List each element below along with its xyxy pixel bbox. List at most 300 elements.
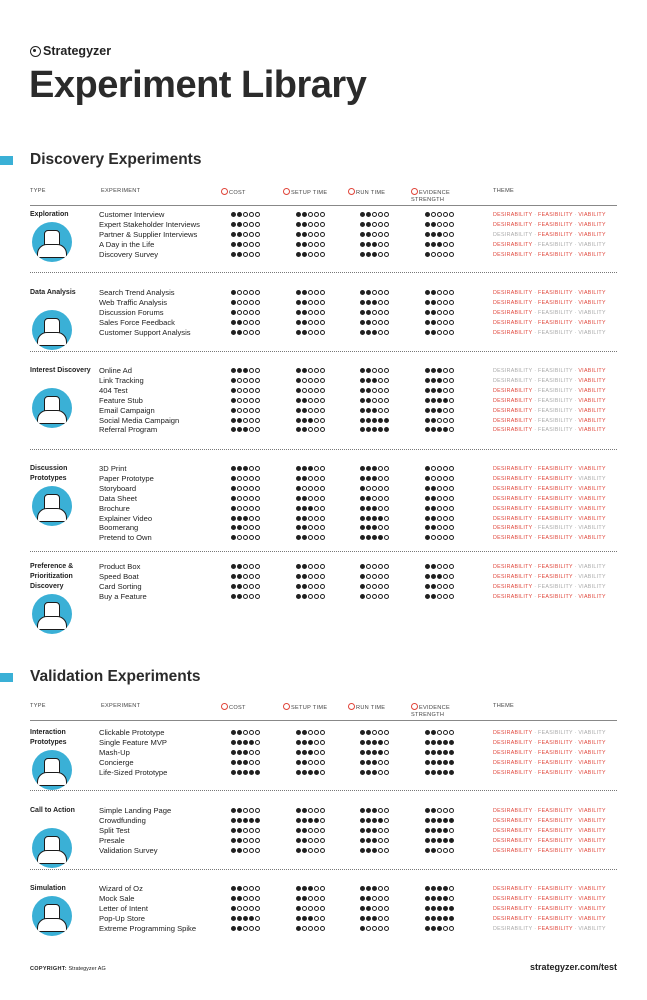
theme-feasibility: FEASIBILITY [538, 427, 573, 434]
rating-dot [360, 740, 365, 745]
rating-dot [431, 330, 436, 335]
evidence-rating [425, 584, 454, 589]
theme-viability: VIABILITY [578, 495, 606, 502]
rating-dot [231, 896, 236, 901]
rating-dot [249, 906, 254, 911]
rating-dot [443, 594, 448, 599]
theme-tags [493, 924, 606, 934]
theme-tags [493, 504, 606, 514]
rating-dot [425, 828, 430, 833]
theme-feasibility: FEASIBILITY [538, 212, 573, 218]
theme-desirability: DESIRABILITY [493, 808, 533, 814]
rating-dot [237, 906, 242, 911]
rating-dot [431, 750, 436, 755]
cost-icon [221, 188, 228, 195]
rating-dot [425, 838, 430, 843]
theme-separator: · [532, 485, 539, 492]
rating-dot [366, 808, 371, 813]
rating-dot [243, 740, 248, 745]
rating-dot [449, 320, 454, 325]
rating-dot [360, 818, 365, 823]
experiment-name: Email Campaign [99, 405, 155, 415]
rating-dot [449, 310, 454, 315]
theme-feasibility: FEASIBILITY [538, 299, 573, 306]
rating-dot [443, 848, 448, 853]
rating-dot [296, 212, 301, 217]
rating-dot [302, 388, 307, 393]
rating-dot [308, 770, 313, 775]
experiment-name: Link Tracking [99, 375, 144, 385]
experiment-row [0, 728, 647, 738]
rating-dot [237, 320, 242, 325]
rating-dot [302, 290, 307, 295]
rating-dot [302, 730, 307, 735]
experiment-name: Social Media Campaign [99, 415, 180, 425]
rating-dot [378, 886, 383, 891]
rating-dot [384, 525, 389, 530]
rating-dot [302, 906, 307, 911]
rating-dot [360, 525, 365, 530]
theme-separator: · [532, 769, 539, 776]
rating-dot [437, 838, 442, 843]
rating-dot [237, 300, 242, 305]
rating-dot [366, 398, 371, 403]
theme-viability: VIABILITY [578, 573, 606, 580]
rating-dot [308, 290, 313, 295]
theme-tags [493, 846, 606, 856]
rating-dot [425, 398, 430, 403]
experiment-name: Card Sorting [99, 581, 142, 591]
experiment-name: Concierge [99, 757, 134, 767]
rating-dot [431, 378, 436, 383]
theme-tags [493, 514, 606, 524]
rating-dot [231, 594, 236, 599]
theme-separator: · [572, 759, 579, 766]
experiment-row [0, 894, 647, 904]
rating-dot [443, 290, 448, 295]
run-rating [360, 926, 389, 931]
clock-icon [283, 703, 290, 710]
theme-separator: · [572, 817, 579, 824]
setup-rating [296, 222, 325, 227]
rating-dot [425, 496, 430, 501]
rating-dot [314, 476, 319, 481]
rating-dot [443, 486, 448, 491]
theme-separator: · [532, 525, 539, 532]
theme-separator: · [572, 329, 579, 336]
theme-desirability: DESIRABILITY [493, 251, 533, 258]
group-divider [30, 449, 617, 450]
rating-dot [302, 212, 307, 217]
rating-dot [308, 418, 313, 423]
rating-dot [296, 594, 301, 599]
theme-desirability: DESIRABILITY [493, 241, 533, 248]
evidence-rating [425, 896, 454, 901]
experiment-name: Brochure [99, 503, 130, 513]
cost-rating [231, 368, 260, 373]
rating-dot [296, 506, 301, 511]
evidence-rating [425, 770, 454, 775]
theme-feasibility: FEASIBILITY [538, 290, 573, 296]
evidence-rating [425, 418, 454, 423]
rating-dot [243, 300, 248, 305]
rating-dot [249, 730, 254, 735]
theme-separator: · [532, 535, 539, 542]
rating-dot [314, 916, 319, 921]
rating-dot [255, 252, 260, 257]
rating-dot [308, 750, 313, 755]
setup-rating [296, 594, 325, 599]
run-rating [360, 378, 389, 383]
rating-dot [431, 427, 436, 432]
rating-dot [431, 496, 436, 501]
rating-dot [384, 828, 389, 833]
rating-dot [372, 418, 377, 423]
rating-dot [231, 398, 236, 403]
rating-dot [449, 496, 454, 501]
rating-dot [237, 506, 242, 511]
rating-dot [231, 506, 236, 511]
rating-dot [255, 310, 260, 315]
run-rating [360, 848, 389, 853]
theme-desirability: DESIRABILITY [493, 231, 533, 238]
rating-dot [449, 916, 454, 921]
rating-dot [449, 242, 454, 247]
rating-dot [302, 418, 307, 423]
rating-dot [237, 476, 242, 481]
experiment-row [0, 748, 647, 758]
theme-separator: · [532, 925, 539, 932]
run-rating [360, 828, 389, 833]
rating-dot [320, 427, 325, 432]
rating-dot [431, 916, 436, 921]
section-title: Discovery Experiments [30, 151, 202, 168]
rating-dot [425, 848, 430, 853]
rating-dot [443, 926, 448, 931]
rating-dot [378, 906, 383, 911]
theme-separator: · [532, 427, 539, 434]
rating-dot [249, 476, 254, 481]
rating-dot [243, 330, 248, 335]
rating-dot [302, 525, 307, 530]
rating-dot [237, 486, 242, 491]
rating-dot [237, 828, 242, 833]
rating-dot [360, 730, 365, 735]
rating-dot [360, 906, 365, 911]
evidence-rating [425, 330, 454, 335]
experiment-name: Crowdfunding [99, 815, 146, 825]
rating-dot [237, 808, 242, 813]
theme-feasibility: FEASIBILITY [538, 573, 573, 580]
theme-tags [493, 894, 606, 904]
theme-feasibility: FEASIBILITY [538, 515, 573, 522]
run-rating [360, 496, 389, 501]
rating-dot [443, 320, 448, 325]
run-rating [360, 906, 389, 911]
rating-dot [243, 232, 248, 237]
group-divider [30, 272, 617, 273]
run-rating [360, 320, 389, 325]
rating-dot [378, 486, 383, 491]
rating-dot [437, 535, 442, 540]
rating-dot [231, 476, 236, 481]
rating-dot [231, 584, 236, 589]
run-rating [360, 594, 389, 599]
setup-rating [296, 252, 325, 257]
rating-dot [249, 594, 254, 599]
experiment-name: Product Box [99, 562, 141, 571]
rating-dot [255, 740, 260, 745]
rating-dot [372, 828, 377, 833]
rating-dot [366, 916, 371, 921]
evidence-rating [425, 290, 454, 295]
rating-dot [425, 818, 430, 823]
scale-icon [411, 703, 418, 710]
rating-dot [384, 310, 389, 315]
rating-dot [443, 740, 448, 745]
rating-dot [320, 838, 325, 843]
rating-dot [437, 212, 442, 217]
rating-dot [302, 535, 307, 540]
stopwatch-icon [348, 188, 355, 195]
theme-separator: · [532, 749, 539, 756]
experiment-name: Online Ad [99, 366, 132, 375]
rating-dot [296, 584, 301, 589]
cost-rating [231, 926, 260, 931]
rating-dot [360, 516, 365, 521]
theme-feasibility: FEASIBILITY [538, 593, 573, 600]
theme-desirability: DESIRABILITY [493, 817, 533, 824]
theme-separator: · [532, 212, 539, 218]
rating-dot [372, 222, 377, 227]
rating-dot [372, 496, 377, 501]
rating-dot [249, 760, 254, 765]
theme-separator: · [572, 827, 579, 834]
rating-dot [231, 926, 236, 931]
rating-dot [378, 330, 383, 335]
rating-dot [372, 916, 377, 921]
rating-dot [443, 906, 448, 911]
rating-dot [378, 584, 383, 589]
setup-rating [296, 398, 325, 403]
rating-dot [296, 300, 301, 305]
rating-dot [449, 896, 454, 901]
theme-separator: · [532, 495, 539, 502]
theme-tags [493, 464, 606, 474]
theme-tags [493, 366, 606, 376]
rating-dot [449, 818, 454, 823]
rating-dot [372, 300, 377, 305]
rating-dot [231, 310, 236, 315]
rating-dot [360, 476, 365, 481]
rating-dot [302, 750, 307, 755]
cost-rating [231, 427, 260, 432]
rating-dot [360, 408, 365, 413]
rating-dot [360, 808, 365, 813]
experiment-name: Wizard of Oz [99, 884, 143, 893]
rating-dot [449, 886, 454, 891]
evidence-rating [425, 535, 454, 540]
rating-dot [443, 916, 448, 921]
rating-dot [437, 760, 442, 765]
theme-viability: VIABILITY [578, 583, 606, 590]
rating-dot [366, 516, 371, 521]
rating-dot [449, 427, 454, 432]
theme-separator: · [572, 886, 579, 892]
theme-separator: · [572, 241, 579, 248]
experiment-name: Pop-Up Store [99, 913, 146, 923]
run-rating [360, 574, 389, 579]
rating-dot [443, 418, 448, 423]
rating-dot [296, 418, 301, 423]
theme-separator: · [572, 583, 579, 590]
experiment-name: Storyboard [99, 483, 137, 493]
rating-dot [237, 310, 242, 315]
rating-dot [308, 368, 313, 373]
header-setup-time [283, 188, 327, 197]
rating-dot [231, 222, 236, 227]
theme-feasibility: FEASIBILITY [538, 925, 573, 932]
rating-dot [378, 418, 383, 423]
rating-dot [366, 427, 371, 432]
rating-dot [314, 886, 319, 891]
rating-dot [314, 427, 319, 432]
rating-dot [360, 290, 365, 295]
rating-dot [320, 574, 325, 579]
header-theme [493, 703, 514, 710]
setup-rating [296, 408, 325, 413]
theme-viability: VIABILITY [578, 251, 606, 258]
rating-dot [320, 848, 325, 853]
theme-separator: · [572, 212, 579, 218]
rating-dot [302, 300, 307, 305]
rating-dot [372, 730, 377, 735]
header-label: COST [229, 705, 246, 711]
theme-separator: · [572, 466, 579, 472]
rating-dot [372, 506, 377, 511]
header-evidence-strength [411, 188, 461, 204]
rating-dot [443, 730, 448, 735]
rating-dot [249, 740, 254, 745]
experiment-row [0, 494, 647, 504]
rating-dot [372, 750, 377, 755]
theme-tags [493, 308, 606, 318]
evidence-rating [425, 808, 454, 813]
rating-dot [296, 486, 301, 491]
header-label: COST [229, 190, 246, 196]
rating-dot [425, 740, 430, 745]
rating-dot [302, 496, 307, 501]
rating-dot [449, 476, 454, 481]
rating-dot [320, 232, 325, 237]
cost-rating [231, 525, 260, 530]
rating-dot [308, 906, 313, 911]
theme-separator: · [532, 387, 539, 394]
rating-dot [320, 408, 325, 413]
theme-viability: VIABILITY [578, 505, 606, 512]
rating-dot [296, 310, 301, 315]
theme-desirability: DESIRABILITY [493, 895, 533, 902]
rating-dot [372, 886, 377, 891]
rating-dot [425, 466, 430, 471]
rating-dot [237, 212, 242, 217]
cost-rating [231, 916, 260, 921]
rating-dot [255, 212, 260, 217]
rating-dot [231, 252, 236, 257]
rating-dot [320, 770, 325, 775]
experiment-row [0, 396, 647, 406]
experiment-name: Boomerang [99, 523, 139, 533]
rating-dot [384, 388, 389, 393]
theme-desirability: DESIRABILITY [493, 466, 533, 472]
theme-feasibility: FEASIBILITY [538, 221, 573, 228]
rating-dot [314, 818, 319, 823]
cost-rating [231, 242, 260, 247]
rating-dot [243, 212, 248, 217]
header-run-time [348, 188, 385, 197]
theme-desirability: DESIRABILITY [493, 573, 533, 580]
theme-desirability: DESIRABILITY [493, 407, 533, 414]
rating-dot [360, 486, 365, 491]
rating-dot [372, 848, 377, 853]
rating-dot [425, 300, 430, 305]
rating-dot [320, 594, 325, 599]
rating-dot [308, 242, 313, 247]
theme-separator: · [572, 377, 579, 384]
theme-desirability: DESIRABILITY [493, 212, 533, 218]
footer-url[interactable]: strategyzer.com/test [529, 962, 617, 972]
rating-dot [237, 926, 242, 931]
rating-dot [243, 760, 248, 765]
rating-dot [308, 574, 313, 579]
setup-rating [296, 916, 325, 921]
experiment-row [0, 582, 647, 592]
rating-dot [314, 466, 319, 471]
rating-dot [255, 242, 260, 247]
rating-dot [425, 212, 430, 217]
rating-dot [449, 330, 454, 335]
theme-separator: · [532, 221, 539, 228]
setup-rating [296, 808, 325, 813]
rating-dot [314, 222, 319, 227]
rating-dot [320, 320, 325, 325]
rating-dot [372, 516, 377, 521]
experiment-row [0, 230, 647, 240]
rating-dot [314, 232, 319, 237]
theme-tags [493, 250, 606, 260]
rating-dot [360, 222, 365, 227]
rating-dot [237, 584, 242, 589]
rating-dot [243, 408, 248, 413]
theme-feasibility: FEASIBILITY [538, 466, 573, 472]
theme-desirability: DESIRABILITY [493, 759, 533, 766]
evidence-rating [425, 310, 454, 315]
rating-dot [431, 770, 436, 775]
theme-feasibility: FEASIBILITY [538, 475, 573, 482]
rating-dot [372, 535, 377, 540]
rating-dot [243, 368, 248, 373]
rating-dot [366, 310, 371, 315]
rating-dot [320, 506, 325, 511]
rating-dot [431, 740, 436, 745]
evidence-rating [425, 750, 454, 755]
rating-dot [384, 770, 389, 775]
rating-dot [237, 368, 242, 373]
theme-tags [493, 582, 606, 592]
theme-desirability: DESIRABILITY [493, 769, 533, 776]
rating-dot [320, 896, 325, 901]
rating-dot [360, 584, 365, 589]
